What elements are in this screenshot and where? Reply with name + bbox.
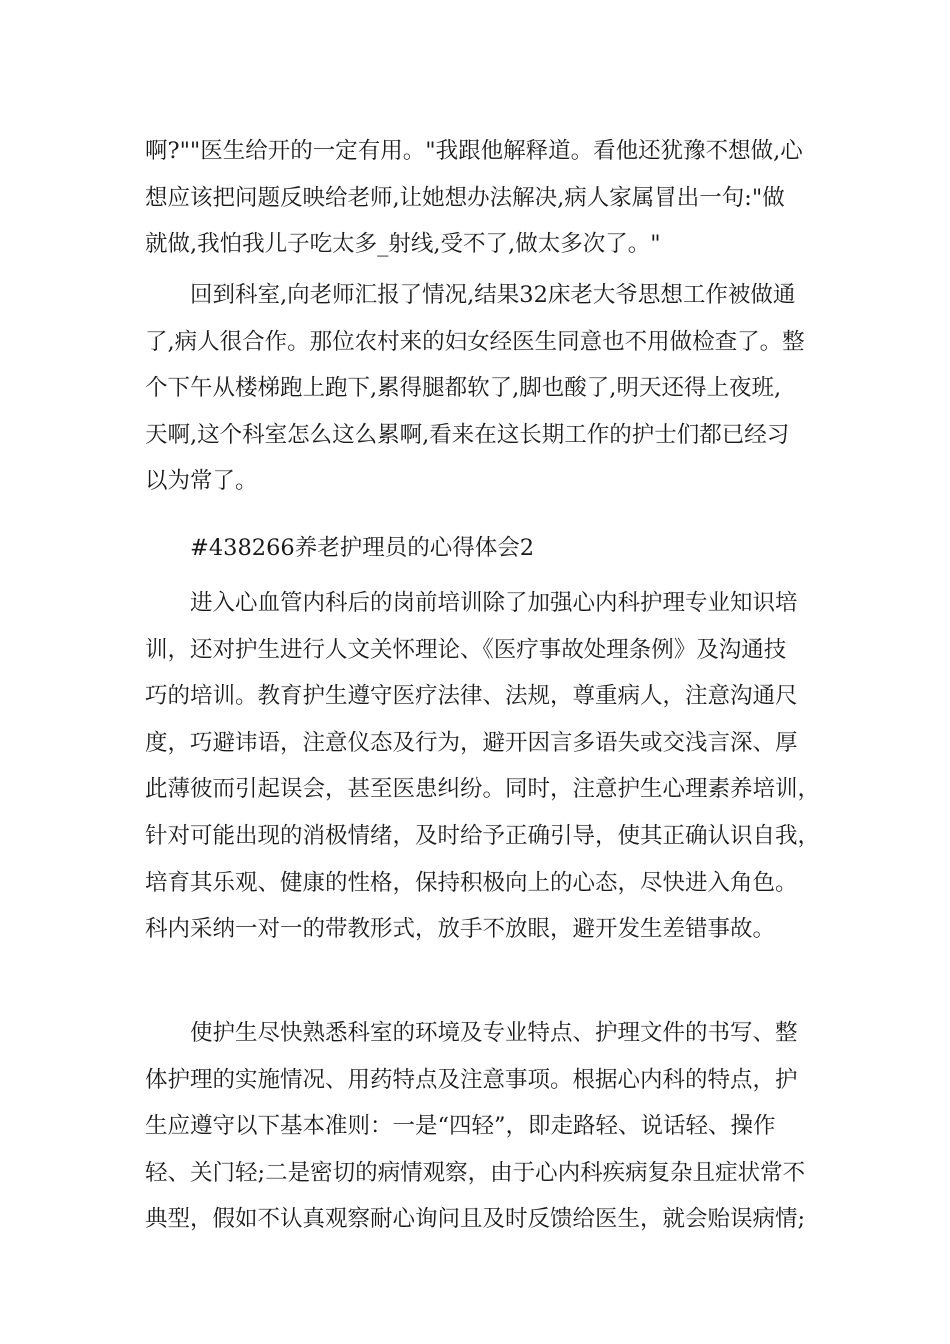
paragraph-line: 进入心血管内科后的岗前培训除了加强心内科护理专业知识培 (190, 590, 798, 616)
paragraph-line: 轻、关门轻;二是密切的病情观察，由于心内科疾病复杂且症状常不 (145, 1159, 806, 1186)
paragraph-line: 针对可能出现的消极情绪，及时给予正确引导，使其正确认识自我， (145, 822, 821, 849)
paragraph-line: 训，还对护生进行人文关怀理论、《医疗事故处理条例》及沟通技 (145, 636, 787, 663)
paragraph-line: 天啊,这个科室怎么这么累啊,看来在这长期工作的护士们都已经习 (145, 421, 790, 448)
paragraph-line: 想应该把问题反映给老师,让她想办法解决,病人家属冒出一句:"做 (145, 184, 785, 211)
paragraph-2 (145, 272, 825, 505)
paragraph-line: 生应遵守以下基本准则：一是“四轻”，即走路轻、说话轻、操作 (145, 1113, 776, 1140)
paragraph-line: 度，巧避讳语，注意仪态及行为，避开因言多语失或交浅言深、厚 (145, 729, 798, 756)
paragraph-line: 回到科室,向老师汇报了情况,结果32床老大爷思想工作被做通 (190, 282, 796, 308)
paragraph-3 (145, 580, 825, 953)
paragraph-line: 科内采纳一对一的带教形式，放手不放眼，避开发生差错事故。 (145, 916, 776, 943)
paragraph-line: 此薄彼而引起误会，甚至医患纠纷。同时，注意护生心理素养培训， (145, 776, 821, 803)
paragraph-line: 体护理的实施情况、用药特点及注意事项。根据心内科的特点，护 (145, 1066, 798, 1093)
paragraph-line: 培育其乐观、健康的性格，保持积极向上的心态，尽快进入角色。 (145, 869, 798, 896)
paragraph-line: 典型，假如不认真观察耐心询问且及时反馈给医生，就会贻误病情; (145, 1206, 806, 1233)
paragraph-line: 了,病人很合作。那位农村来的妇女经医生同意也不用做检查了。整 (145, 328, 805, 355)
paragraph-line: 啊?""医生给开的一定有用。"我跟他解释道。看他还犹豫不想做,心 (145, 138, 803, 164)
paragraph-line: 以为常了。 (145, 468, 258, 495)
paragraph-line: 使护生尽快熟悉科室的环境及专业特点、护理文件的书写、整 (190, 1020, 798, 1046)
paragraph-line: 巧的培训。教育护生遵守医疗法律、法规，尊重病人，注意沟通尺 (145, 683, 798, 710)
section-heading-text: #438266养老护理员的心得体会2 (190, 535, 535, 561)
paragraph-4 (145, 1010, 825, 1243)
paragraph-line: 就做,我怕我儿子吃太多_射线,受不了,做太多次了。" (145, 231, 661, 258)
paragraph-1 (145, 128, 825, 268)
paragraph-line: 个下午从楼梯跑上跑下,累得腿都软了,脚也酸了,明天还得上夜班, (145, 375, 782, 402)
section-heading (145, 525, 825, 572)
